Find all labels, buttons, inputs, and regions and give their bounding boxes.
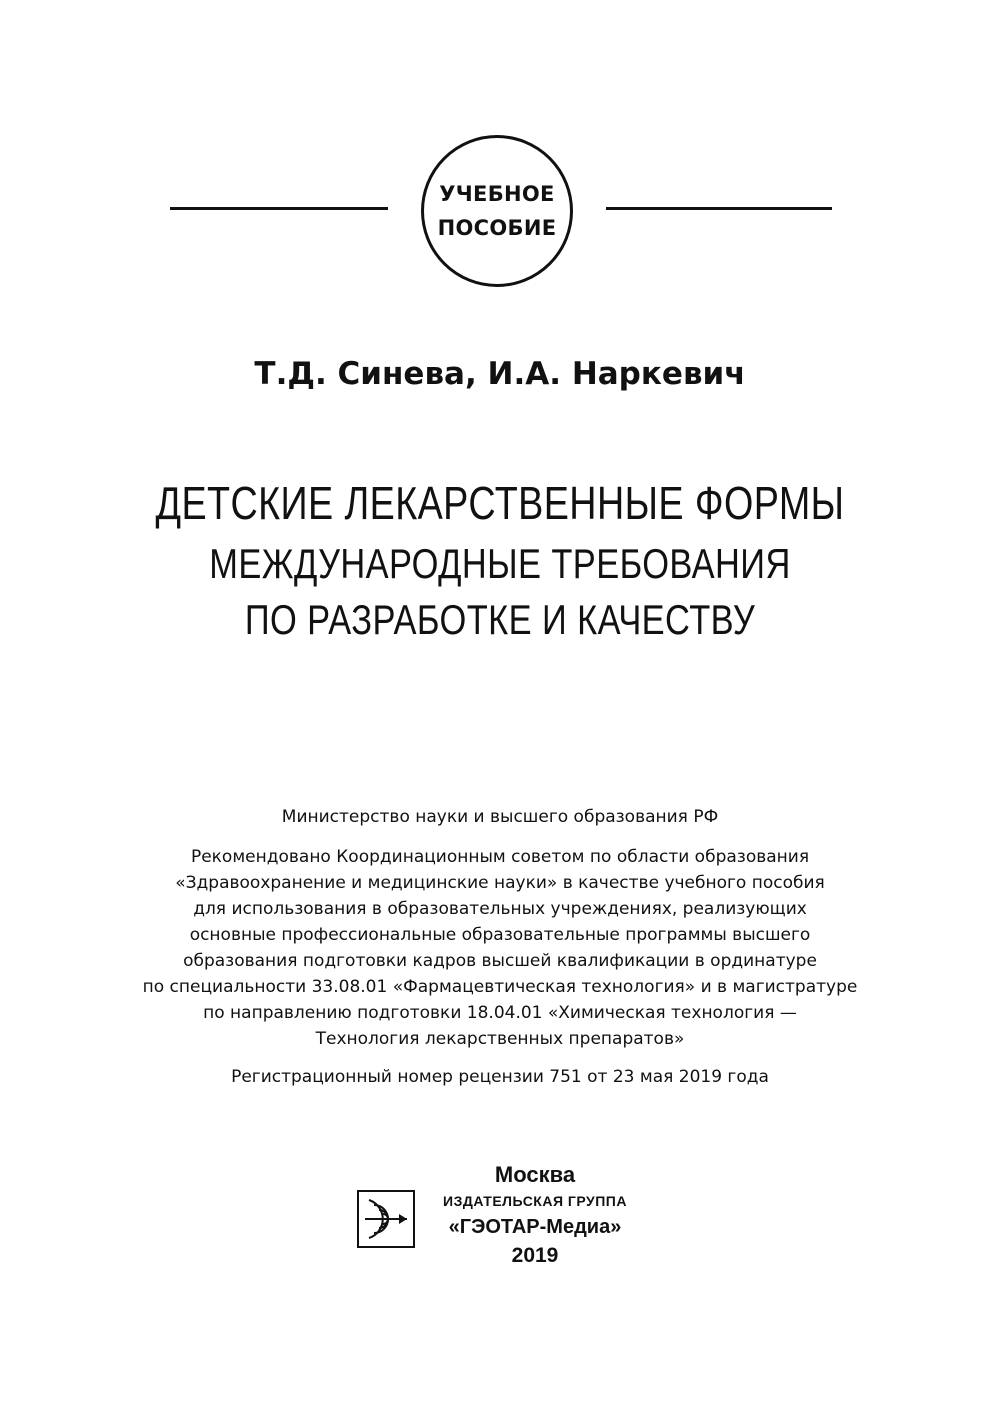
recommendation-line: по направлению подготовки 18.04.01 «Химическая технология — [203, 1003, 797, 1023]
textbook-badge [421, 135, 573, 287]
badge-line-2: ПОСОБИЕ [437, 216, 557, 240]
recommendation-line: «Здравоохранение и медицинские науки» в качестве учебного пособия [175, 873, 825, 893]
publisher-city: Москва [494, 1162, 576, 1187]
subtitle-line-1: МЕЖДУНАРОДНЫЕ ТРЕБОВАНИЯ [209, 540, 791, 587]
publication-year: 2019 [511, 1244, 559, 1267]
decorative-rule-right [606, 207, 832, 210]
recommendation-line: Рекомендовано Координационным советом по области образования [190, 847, 810, 867]
badge-line-1: УЧЕБНОЕ [439, 182, 555, 206]
authors: Т.Д. Синева, И.А. Наркевич [254, 356, 746, 392]
publisher-name: «ГЭОТАР-Медиа» [448, 1216, 622, 1238]
publisher-group: ИЗДАТЕЛЬСКАЯ ГРУППА [443, 1193, 627, 1209]
subtitle-line-2: ПО РАЗРАБОТКЕ И КАЧЕСТВУ [244, 596, 756, 643]
recommendation-line: по специальности 33.08.01 «Фармацевтическая технология» и в магистратуре [142, 977, 858, 997]
book-title [0, 470, 1000, 648]
registration-line: Регистрационный номер рецензии 751 от 23 мая 2019 года [231, 1067, 769, 1087]
recommendation-line: Технология лекарственных препаратов» [315, 1029, 685, 1049]
recommendation-line: образования подготовки кадров высшей квалификации в ординатуре [183, 951, 817, 971]
geotar-logo-icon [357, 1190, 415, 1248]
decorative-rule-left [170, 207, 388, 210]
recommendation-line: основные профессиональные образовательные программы высшего [189, 925, 811, 945]
ministry-line: Министерство науки и высшего образования РФ [281, 807, 719, 827]
publisher-text [420, 1160, 650, 1270]
publisher-block [0, 1160, 1000, 1270]
approval-info [0, 804, 1000, 1090]
title-main: ДЕТСКИЕ ЛЕКАРСТВЕННЫЕ ФОРМЫ [155, 477, 845, 529]
recommendation-line: для использования в образовательных учреждениях, реализующих [193, 899, 807, 919]
